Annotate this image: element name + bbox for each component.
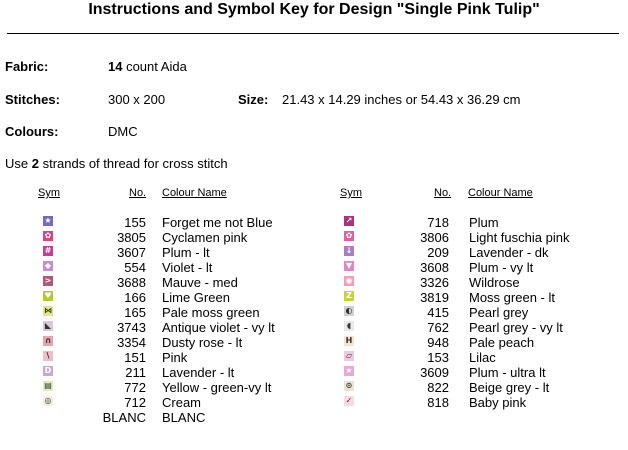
dmc-number: 151 [124,350,146,365]
symbol-icon: ◣ [44,321,52,330]
key-row [0,260,628,275]
colour-name: Pale moss green [162,305,260,320]
colour-name: Pink [162,350,188,365]
symbol-icon: ◖ [344,321,354,331]
colour-name: Antique violet - vy lt [162,320,275,335]
header-sym-right: Sym [340,187,362,199]
header-sym-left: Sym [38,187,60,199]
colour-name: BLANC [162,410,206,425]
page-title: Instructions and Symbol Key for Design "Single Pink Tulip" [88,1,540,18]
colour-name: Plum - lt [162,245,210,260]
instruction-strands: 2 [31,156,39,171]
dmc-number: 718 [427,215,449,230]
dmc-number: 948 [427,335,449,350]
colour-name: Baby pink [469,395,527,410]
stitches-value: 300 x 200 [108,92,166,107]
dmc-number: 554 [124,260,146,275]
key-row [0,290,628,305]
size-value: 21.43 x 14.29 inches or 54.43 x 36.29 cm [282,92,521,107]
key-row [0,395,628,410]
header-no-right: No. [434,187,452,199]
instruction-prefix: Use [5,156,32,171]
dmc-number: 3819 [420,290,449,305]
colour-name: Forget me not Blue [162,215,273,230]
symbol-icon: H [345,336,353,345]
dmc-number: 3688 [117,275,146,290]
key-row [0,410,628,425]
key-row [0,275,628,290]
dmc-number: 211 [125,365,146,380]
header-name-left: Colour Name [162,187,227,199]
key-row [0,245,628,260]
dmc-number: 3354 [117,335,146,350]
symbol-icon: ✿ [44,231,52,240]
colours-value: DMC [108,124,138,139]
key-row [0,320,628,335]
symbol-icon: Z [344,291,354,301]
colour-name: Plum [469,215,499,230]
dmc-number: 3609 [420,365,449,380]
key-row [0,215,628,230]
colour-name: Cream [162,395,202,410]
key-row [0,305,628,320]
key-row [0,335,628,350]
header-no-left: No. [129,187,147,199]
key-row [0,365,628,380]
dmc-number: 3806 [420,230,449,245]
colour-name: Mauve - med [162,275,238,290]
key-row [0,230,628,245]
dmc-number: 415 [427,305,449,320]
dmc-number: 712 [124,395,146,410]
colour-name: Moss green - lt [469,290,555,305]
dmc-number: 3608 [420,260,449,275]
colour-name: Violet - lt [162,260,213,275]
symbol-icon: ⋈ [44,306,52,315]
fabric-value [108,59,187,75]
dmc-number: 3805 [117,230,146,245]
dmc-number: 3326 [420,275,449,290]
dmc-number: 153 [427,350,449,365]
symbol-icon: D [44,366,52,375]
colour-name: Lilac [469,350,496,365]
fabric-count: 14 [108,59,123,74]
dmc-number: 165 [124,305,146,320]
symbol-icon: ★ [345,366,353,375]
symbol-icon: ↓ [345,246,353,255]
symbol-icon: ∩ [44,336,52,345]
colours-label: Colours: [5,124,59,139]
colour-name: Plum - vy lt [469,260,534,275]
dmc-number: 3743 [117,320,146,335]
stitches-label: Stitches: [5,92,60,107]
symbol-icon: ▤ [44,381,52,390]
dmc-number: 166 [124,290,146,305]
colour-name: Lavender - lt [162,365,235,380]
dmc-number: BLANC [102,410,146,425]
colour-name: Yellow - green-vy lt [162,380,272,395]
dmc-number: 762 [427,320,449,335]
instruction-text [5,156,228,172]
colour-name: Pearl grey - vy lt [469,320,563,335]
symbol-icon: ✓ [345,396,353,405]
title-underline [7,33,619,34]
symbol-icon: ◆ [44,261,52,270]
symbol-icon [43,411,53,421]
symbol-icon: ✿ [345,231,353,240]
colour-name: Pearl grey [469,305,529,320]
dmc-number: 209 [427,245,449,260]
key-row [0,350,628,365]
dmc-number: 155 [124,215,146,230]
symbol-icon: # [44,246,52,255]
fabric-label: Fabric: [5,59,49,74]
size-label: Size: [238,92,269,107]
symbol-icon: ◐ [345,306,353,315]
colour-name: Pale peach [469,335,535,350]
symbol-icon: ♥ [44,291,52,300]
instruction-suffix: strands of thread for cross stitch [38,156,228,171]
colour-name: Plum - ultra lt [469,365,546,380]
colour-name: Lavender - dk [469,245,549,260]
symbol-icon: ★ [44,216,52,225]
symbol-icon: ◎ [44,396,52,405]
symbol-icon: ◉ [345,276,353,285]
symbol-icon: ↗ [345,216,353,225]
colour-name: Light fuschia pink [469,230,570,245]
colour-name: Cyclamen pink [162,230,248,245]
dmc-number: 822 [427,380,449,395]
colour-name: Beige grey - lt [469,380,550,395]
symbol-icon: > [44,276,52,285]
symbol-icon: ▼ [345,261,353,270]
colour-name: Dusty rose - lt [162,335,243,350]
key-row [0,380,628,395]
colour-name: Lime Green [162,290,230,305]
dmc-number: 818 [427,395,449,410]
colour-name: Wildrose [469,275,520,290]
symbol-icon: ▱ [345,351,353,360]
fabric-rest: count Aida [122,59,187,74]
symbol-icon: ⊙ [345,381,353,390]
symbol-icon: \ [43,351,53,361]
dmc-number: 3607 [117,245,146,260]
dmc-number: 772 [124,380,146,395]
header-name-right: Colour Name [468,187,533,199]
